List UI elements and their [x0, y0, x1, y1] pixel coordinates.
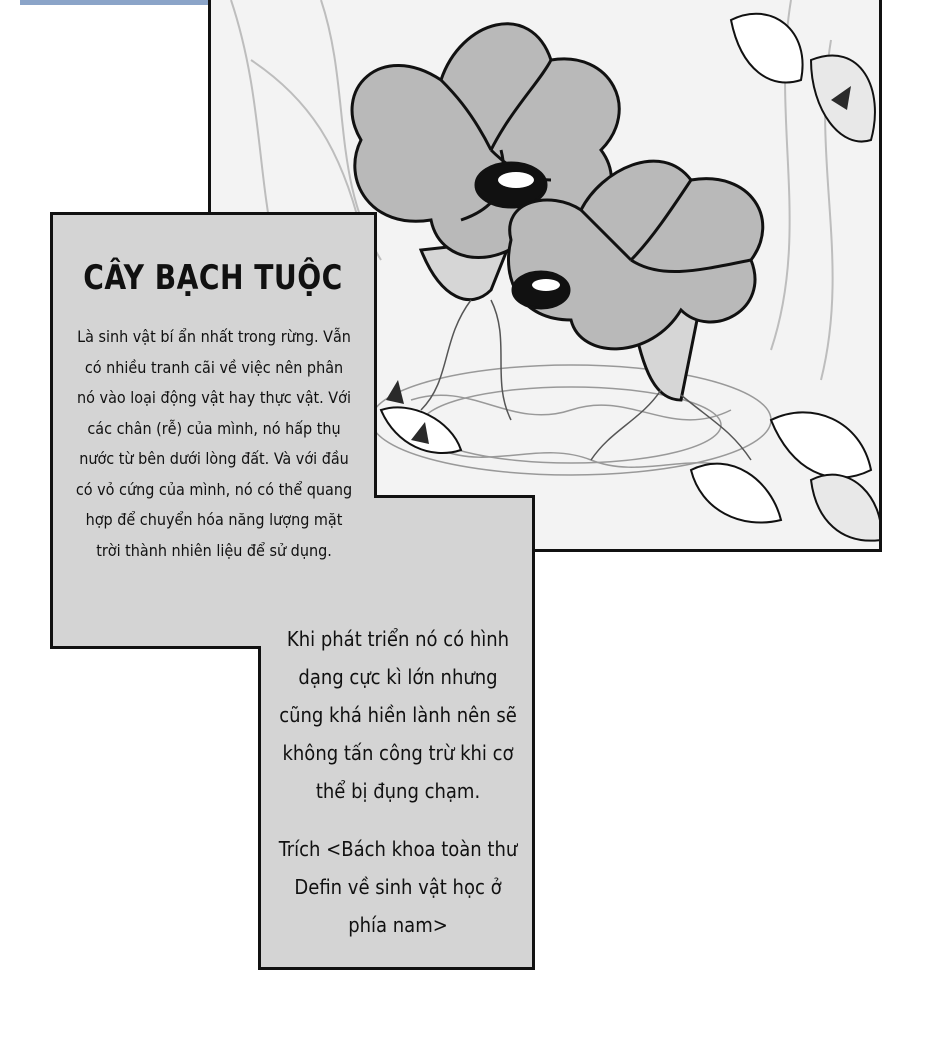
caption-source: Trích <Bách khoa toàn thư Defin về sinh vật học ở phía nam>: [278, 837, 518, 937]
caption-body: Là sinh vật bí ẩn nhất trong rừng. Vẫn có nhiều tranh cãi về việc nên phân nó vào loại động vật hay thực vật. Với các chân (rễ) của mình, nó hấp thụ nước từ bên dưới lòng đất. Và với đầu có vỏ cứng của mình, nó có thể quang hợp để chuyển hóa năng lượng mặt trời thành nhiên liệu để sử dụng.: [75, 327, 353, 560]
caption-box: [50, 212, 536, 970]
caption-title: CÂY BẠCH TUỘC: [83, 258, 343, 298]
caption-body-continued: Khi phát triển nó có hình dạng cực kì lớn nhưng cũng khá hiền lành nên sẽ không tấn công trừ khi cơ thể bị đụng chạm.: [279, 627, 517, 803]
